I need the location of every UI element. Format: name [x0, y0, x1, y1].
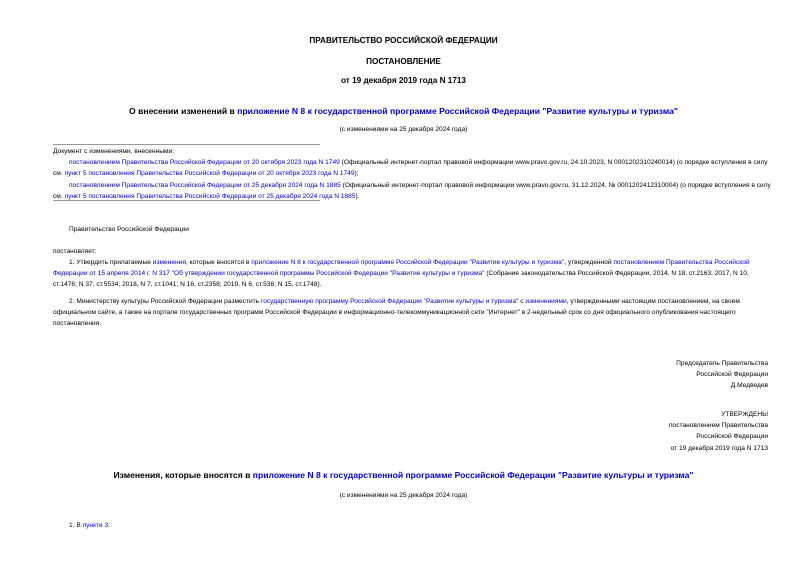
- amended-note: (с изменениями на 25 декабря 2024 года): [339, 126, 468, 133]
- title-annex-link[interactable]: приложение N 8 к государственной программе Российской Федерации "Развитие культуры и туризма": [237, 106, 678, 116]
- annex-item-1: 1. В пункте 3:: [69, 522, 110, 529]
- change-item-2: постановлением Правительства Российской Федерации от 25 декабря 2024 года N 1885 (Официальный интернет-портал правовой информации www.pravo.gov.ru, 31.12.2024, № 0001202412310004) (о порядке вступления в силу см. пункт 5 постановления Правительства Российской Федерации от 25 декабря 2024 года N 1885).: [53, 181, 771, 200]
- decides-line: постановляет:: [53, 248, 97, 255]
- paragraph-2: 2. Министерству культуры Российской Федерации разместить государственную программу Российской Федерации "Развитие культуры и туризма" с изменениями, утвержденными настоящим постановлением, на своем официальном сайте, а также на портале государственных программ Российской Федерации в информационно-телекоммуникационной сети "Интернет" в 2-недельный срок со дня официального опубликования настоящего постановления.: [53, 298, 740, 328]
- change-item-1: постановлением Правительства Российской Федерации от 20 октября 2023 года N 1749 (Официальный интернет-портал правовой информации www.pravo.gov.ru, 24.10.2023, N 0001202310240014) (о порядке вступления в силу см. пункт 5 постановления Правительства Российской Федерации от 20 октября 2023 года N 1749);: [53, 159, 768, 178]
- divider-bottom: [53, 200, 320, 201]
- decree-317-link[interactable]: постановлением Правительства Российской Федерации от 15 апреля 2014 г. N 317 "Об утверждении государственной программы Российской Федерации "Развитие культуры и туризма": [53, 259, 750, 278]
- changes-intro: Документ с изменениями, внесенными:: [53, 148, 175, 155]
- changes-link-2[interactable]: изменениями: [525, 298, 567, 305]
- annex-title-link[interactable]: приложение N 8 к государственной программе Российской Федерации "Развитие культуры и туризма": [252, 470, 694, 480]
- approved-block: УТВЕРЖДЕНЫ постановлением Правительства Российской Федерации от 19 декабря 2019 года N 1713: [668, 411, 768, 452]
- document-type: ПОСТАНОВЛЕНИЕ: [366, 57, 441, 66]
- government-heading: ПРАВИТЕЛЬСТВО РОССИЙСКОЙ ФЕДЕРАЦИИ: [309, 36, 498, 45]
- point-3-link[interactable]: пункте 3: [82, 522, 109, 529]
- gov-line: Правительство Российской Федерации: [69, 226, 189, 233]
- paragraph-1: 1. Утвердить прилагаемые изменения, которые вносятся в приложение N 8 к государственной программе Российской Федерации "Развитие культуры и туризма", утвержденной постановлением Правительства Российской Федерации от 15 апреля 2014 г. N 317 "Об утверждении государственной программы Российской Федерации "Развитие культуры и туризма" (Собрание законодательства Российской Федерации, 2014, N 18, ст.2163; 2017, N 10, ст.1476; N 37, ст.5534; 2018, N 7, ст.1041; N 16, ст.2358; 2019, N 6, ст.536; N 15, ст.1748).: [53, 259, 750, 289]
- divider-top: [53, 144, 320, 145]
- signature-block: Председатель Правительства Российской Федерации Д.Медведев: [676, 360, 768, 390]
- annex-title: Изменения, которые вносятся в приложение N 8 к государственной программе Российской Федерации "Развитие культуры и туризма": [113, 470, 694, 480]
- document-date: от 19 декабря 2019 года N 1713: [341, 76, 466, 85]
- annex-link[interactable]: приложение N 8 к государственной программе Российской Федерации "Развитие культуры и туризма": [251, 259, 565, 266]
- change-2-link[interactable]: постановлением Правительства Российской Федерации от 25 декабря 2024 года N 1885: [69, 181, 341, 189]
- change-2-effective-link[interactable]: пункт 5 постановления Правительства Российской Федерации от 25 декабря 2024 года N 1885: [64, 192, 356, 200]
- changes-link[interactable]: изменения: [152, 259, 186, 266]
- change-1-link[interactable]: постановлением Правительства Российской Федерации от 20 октября 2023 года N 1749: [69, 159, 340, 167]
- changes-block: [53, 146, 771, 202]
- state-program-link[interactable]: государственную программу Российской Федерации "Развитие культуры и туризма": [260, 298, 519, 305]
- title-prefix: О внесении изменений в: [129, 106, 238, 116]
- document-title: [0, 106, 807, 116]
- annex-amended-note: (с изменениями на 25 декабря 2024 года): [339, 492, 468, 499]
- change-1-effective-link[interactable]: пункт 5 постановления Правительства Российской Федерации от 20 октября 2023 года N 1749: [64, 170, 355, 178]
